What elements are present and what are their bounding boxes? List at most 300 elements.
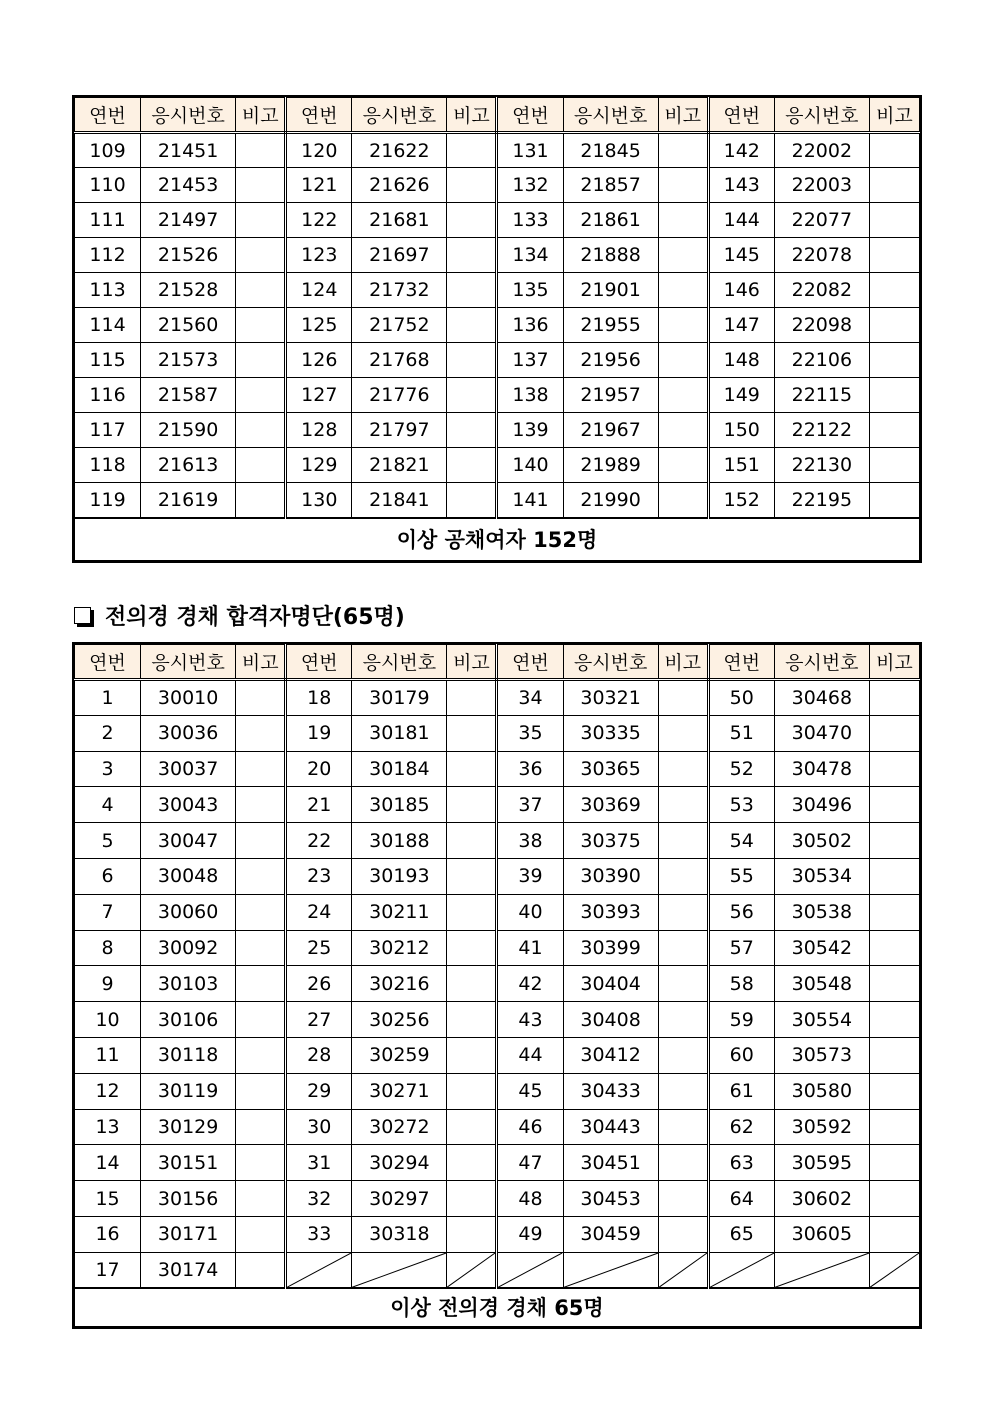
serial-number: 63 xyxy=(708,1145,774,1181)
table-row xyxy=(75,448,920,483)
remarks-cell xyxy=(869,1002,919,1038)
exam-number: 30106 xyxy=(141,1002,236,1038)
serial-number: 33 xyxy=(286,1216,352,1252)
exam-number: 30542 xyxy=(774,930,869,966)
remarks-cell xyxy=(658,1181,708,1217)
column-header: 응시번호 xyxy=(141,645,236,680)
remarks-cell xyxy=(447,715,497,751)
exam-number: 30212 xyxy=(352,930,447,966)
remarks-cell xyxy=(658,930,708,966)
exam-number: 30010 xyxy=(141,680,236,716)
remarks-cell xyxy=(658,273,708,308)
remarks-cell xyxy=(658,238,708,273)
serial-number: 3 xyxy=(75,751,141,787)
remarks-cell xyxy=(447,894,497,930)
exam-number: 30047 xyxy=(141,823,236,859)
exam-number: 22122 xyxy=(774,413,869,448)
column-header: 응시번호 xyxy=(141,98,236,133)
serial-number: 38 xyxy=(497,823,563,859)
exam-number: 21957 xyxy=(563,378,658,413)
serial-number: 24 xyxy=(286,894,352,930)
serial-number: 57 xyxy=(708,930,774,966)
exam-number: 22002 xyxy=(774,133,869,168)
table-row xyxy=(75,894,920,930)
exam-number: 21901 xyxy=(563,273,658,308)
table-row xyxy=(75,680,920,716)
remarks-cell xyxy=(869,1109,919,1145)
remarks-cell xyxy=(447,413,497,448)
serial-number: 4 xyxy=(75,787,141,823)
serial-number: 111 xyxy=(75,203,141,238)
serial-number: 135 xyxy=(497,273,563,308)
exam-number: 30118 xyxy=(141,1037,236,1073)
remarks-cell xyxy=(236,413,286,448)
serial-number: 149 xyxy=(708,378,774,413)
column-header: 연번 xyxy=(497,645,563,680)
exam-number: 30433 xyxy=(563,1073,658,1109)
exam-number: 30321 xyxy=(563,680,658,716)
serial-number: 37 xyxy=(497,787,563,823)
exam-number: 21697 xyxy=(352,238,447,273)
remarks-cell xyxy=(447,1073,497,1109)
remarks-cell xyxy=(869,1216,919,1252)
serial-number: 112 xyxy=(75,238,141,273)
exam-number: 30211 xyxy=(352,894,447,930)
exam-number: 21528 xyxy=(141,273,236,308)
exam-number: 30375 xyxy=(563,823,658,859)
remarks-cell xyxy=(236,930,286,966)
serial-number: 124 xyxy=(286,273,352,308)
serial-number: 19 xyxy=(286,715,352,751)
remarks-cell xyxy=(447,966,497,1002)
serial-number: 145 xyxy=(708,238,774,273)
serial-number: 64 xyxy=(708,1181,774,1217)
exam-number: 21797 xyxy=(352,413,447,448)
serial-number: 45 xyxy=(497,1073,563,1109)
remarks-cell xyxy=(236,1216,286,1252)
exam-number: 22130 xyxy=(774,448,869,483)
serial-number: 12 xyxy=(75,1073,141,1109)
exam-number: 30534 xyxy=(774,858,869,894)
serial-number: 53 xyxy=(708,787,774,823)
serial-number: 46 xyxy=(497,1109,563,1145)
remarks-cell xyxy=(236,378,286,413)
serial-number: 42 xyxy=(497,966,563,1002)
remarks-cell xyxy=(869,787,919,823)
remarks-cell xyxy=(869,715,919,751)
serial-number: 15 xyxy=(75,1181,141,1217)
remarks-cell xyxy=(869,858,919,894)
table-female-recruits xyxy=(72,95,922,563)
exam-number: 21861 xyxy=(563,203,658,238)
serial-number: 125 xyxy=(286,308,352,343)
remarks-cell xyxy=(658,308,708,343)
serial-number: 27 xyxy=(286,1002,352,1038)
remarks-cell xyxy=(869,343,919,378)
table-row xyxy=(75,168,920,203)
remarks-cell xyxy=(236,483,286,518)
serial-number: 123 xyxy=(286,238,352,273)
remarks-cell xyxy=(236,1109,286,1145)
exam-number: 21626 xyxy=(352,168,447,203)
remarks-cell xyxy=(869,448,919,483)
remarks-cell xyxy=(447,930,497,966)
remarks-cell xyxy=(869,273,919,308)
serial-number: 115 xyxy=(75,343,141,378)
serial-number: 40 xyxy=(497,894,563,930)
column-header: 비고 xyxy=(236,645,286,680)
exam-number: 21989 xyxy=(563,448,658,483)
exam-number: 30369 xyxy=(563,787,658,823)
remarks-cell xyxy=(658,1216,708,1252)
serial-number: 147 xyxy=(708,308,774,343)
serial-number: 60 xyxy=(708,1037,774,1073)
exam-number: 30256 xyxy=(352,1002,447,1038)
table-row xyxy=(75,483,920,518)
remarks-cell xyxy=(447,823,497,859)
table-riot-police-recruits xyxy=(72,642,922,1329)
exam-number: 22082 xyxy=(774,273,869,308)
serial-number: 109 xyxy=(75,133,141,168)
serial-number: 132 xyxy=(497,168,563,203)
remarks-cell xyxy=(869,966,919,1002)
serial-number: 110 xyxy=(75,168,141,203)
exam-number: 21622 xyxy=(352,133,447,168)
remarks-cell xyxy=(447,273,497,308)
exam-number: 30502 xyxy=(774,823,869,859)
exam-number: 30272 xyxy=(352,1109,447,1145)
empty-slashed-cell xyxy=(869,1252,919,1288)
exam-number: 30185 xyxy=(352,787,447,823)
remarks-cell xyxy=(447,133,497,168)
remarks-cell xyxy=(447,680,497,716)
exam-number: 30468 xyxy=(774,680,869,716)
serial-number: 16 xyxy=(75,1216,141,1252)
table-row xyxy=(75,1002,920,1038)
remarks-cell xyxy=(658,966,708,1002)
exam-number: 30595 xyxy=(774,1145,869,1181)
column-header: 응시번호 xyxy=(774,98,869,133)
serial-number: 30 xyxy=(286,1109,352,1145)
column-header: 비고 xyxy=(447,98,497,133)
remarks-cell xyxy=(658,787,708,823)
exam-number: 30408 xyxy=(563,1002,658,1038)
remarks-cell xyxy=(447,1216,497,1252)
serial-number: 121 xyxy=(286,168,352,203)
serial-number: 119 xyxy=(75,483,141,518)
table-row xyxy=(75,1181,920,1217)
serial-number: 28 xyxy=(286,1037,352,1073)
exam-number: 30412 xyxy=(563,1037,658,1073)
remarks-cell xyxy=(236,238,286,273)
serial-number: 62 xyxy=(708,1109,774,1145)
exam-number: 30151 xyxy=(141,1145,236,1181)
exam-number: 21821 xyxy=(352,448,447,483)
empty-slashed-cell xyxy=(774,1252,869,1288)
exam-number: 30184 xyxy=(352,751,447,787)
empty-slashed-cell xyxy=(708,1252,774,1288)
exam-number: 30193 xyxy=(352,858,447,894)
remarks-cell xyxy=(658,1037,708,1073)
serial-number: 32 xyxy=(286,1181,352,1217)
exam-number: 21453 xyxy=(141,168,236,203)
column-header: 연번 xyxy=(75,645,141,680)
serial-number: 138 xyxy=(497,378,563,413)
exam-number: 30271 xyxy=(352,1073,447,1109)
total-summary: 이상 전의경 경채 65명 xyxy=(75,1288,920,1326)
remarks-cell xyxy=(869,168,919,203)
column-header: 비고 xyxy=(658,645,708,680)
serial-number: 50 xyxy=(708,680,774,716)
serial-number: 151 xyxy=(708,448,774,483)
remarks-cell xyxy=(869,1037,919,1073)
exam-number: 21573 xyxy=(141,343,236,378)
exam-number: 21845 xyxy=(563,133,658,168)
serial-number: 150 xyxy=(708,413,774,448)
serial-number: 22 xyxy=(286,823,352,859)
remarks-cell xyxy=(236,787,286,823)
remarks-cell xyxy=(447,858,497,894)
exam-number: 22077 xyxy=(774,203,869,238)
exam-number: 30390 xyxy=(563,858,658,894)
serial-number: 114 xyxy=(75,308,141,343)
serial-number: 136 xyxy=(497,308,563,343)
column-header: 비고 xyxy=(869,645,919,680)
checkbox-square-icon xyxy=(74,607,91,624)
exam-number: 21768 xyxy=(352,343,447,378)
serial-number: 18 xyxy=(286,680,352,716)
serial-number: 14 xyxy=(75,1145,141,1181)
remarks-cell xyxy=(869,203,919,238)
remarks-cell xyxy=(236,1002,286,1038)
serial-number: 56 xyxy=(708,894,774,930)
remarks-cell xyxy=(658,413,708,448)
serial-number: 130 xyxy=(286,483,352,518)
remarks-cell xyxy=(447,751,497,787)
total-summary: 이상 공채여자 152명 xyxy=(75,518,920,561)
remarks-cell xyxy=(236,168,286,203)
serial-number: 148 xyxy=(708,343,774,378)
serial-number: 144 xyxy=(708,203,774,238)
exam-number: 30318 xyxy=(352,1216,447,1252)
remarks-cell xyxy=(236,203,286,238)
exam-number: 30443 xyxy=(563,1109,658,1145)
remarks-cell xyxy=(236,715,286,751)
exam-number: 22106 xyxy=(774,343,869,378)
exam-number: 21841 xyxy=(352,483,447,518)
serial-number: 48 xyxy=(497,1181,563,1217)
remarks-cell xyxy=(447,378,497,413)
exam-number: 30365 xyxy=(563,751,658,787)
exam-number: 30037 xyxy=(141,751,236,787)
serial-number: 61 xyxy=(708,1073,774,1109)
table-row xyxy=(75,308,920,343)
serial-number: 39 xyxy=(497,858,563,894)
remarks-cell xyxy=(658,448,708,483)
exam-number: 30048 xyxy=(141,858,236,894)
remarks-cell xyxy=(869,133,919,168)
remarks-cell xyxy=(236,751,286,787)
column-header: 비고 xyxy=(869,98,919,133)
remarks-cell xyxy=(869,1181,919,1217)
exam-number: 21990 xyxy=(563,483,658,518)
exam-number: 30602 xyxy=(774,1181,869,1217)
remarks-cell xyxy=(869,308,919,343)
exam-number: 30451 xyxy=(563,1145,658,1181)
remarks-cell xyxy=(658,751,708,787)
serial-number: 44 xyxy=(497,1037,563,1073)
serial-number: 51 xyxy=(708,715,774,751)
exam-number: 30548 xyxy=(774,966,869,1002)
table-row xyxy=(75,715,920,751)
serial-number: 2 xyxy=(75,715,141,751)
exam-number: 30554 xyxy=(774,1002,869,1038)
column-header: 연번 xyxy=(75,98,141,133)
column-header: 연번 xyxy=(497,98,563,133)
exam-number: 21619 xyxy=(141,483,236,518)
serial-number: 47 xyxy=(497,1145,563,1181)
remarks-cell xyxy=(447,343,497,378)
remarks-cell xyxy=(658,680,708,716)
remarks-cell xyxy=(869,238,919,273)
remarks-cell xyxy=(447,1181,497,1217)
table-row xyxy=(75,1252,920,1288)
serial-number: 1 xyxy=(75,680,141,716)
table-row xyxy=(75,1216,920,1252)
remarks-cell xyxy=(447,1109,497,1145)
column-header: 응시번호 xyxy=(563,645,658,680)
remarks-cell xyxy=(869,413,919,448)
serial-number: 6 xyxy=(75,858,141,894)
exam-number: 21451 xyxy=(141,133,236,168)
serial-number: 116 xyxy=(75,378,141,413)
serial-number: 59 xyxy=(708,1002,774,1038)
remarks-cell xyxy=(658,858,708,894)
serial-number: 29 xyxy=(286,1073,352,1109)
serial-number: 9 xyxy=(75,966,141,1002)
column-header: 비고 xyxy=(447,645,497,680)
serial-number: 117 xyxy=(75,413,141,448)
serial-number: 152 xyxy=(708,483,774,518)
remarks-cell xyxy=(236,1073,286,1109)
exam-number: 30043 xyxy=(141,787,236,823)
exam-number: 21681 xyxy=(352,203,447,238)
exam-number: 30496 xyxy=(774,787,869,823)
remarks-cell xyxy=(447,1145,497,1181)
exam-number: 22078 xyxy=(774,238,869,273)
remarks-cell xyxy=(658,343,708,378)
exam-number: 30179 xyxy=(352,680,447,716)
table-row xyxy=(75,787,920,823)
remarks-cell xyxy=(236,894,286,930)
column-header: 응시번호 xyxy=(352,645,447,680)
remarks-cell xyxy=(236,1037,286,1073)
remarks-cell xyxy=(236,273,286,308)
exam-number: 30470 xyxy=(774,715,869,751)
serial-number: 49 xyxy=(497,1216,563,1252)
serial-number: 35 xyxy=(497,715,563,751)
serial-number: 25 xyxy=(286,930,352,966)
serial-number: 5 xyxy=(75,823,141,859)
serial-number: 134 xyxy=(497,238,563,273)
remarks-cell xyxy=(869,751,919,787)
serial-number: 10 xyxy=(75,1002,141,1038)
serial-number: 21 xyxy=(286,787,352,823)
exam-number: 30393 xyxy=(563,894,658,930)
serial-number: 120 xyxy=(286,133,352,168)
remarks-cell xyxy=(658,894,708,930)
table-row xyxy=(75,413,920,448)
remarks-cell xyxy=(236,966,286,1002)
exam-number: 21590 xyxy=(141,413,236,448)
remarks-cell xyxy=(869,378,919,413)
exam-number: 30335 xyxy=(563,715,658,751)
column-header: 응시번호 xyxy=(563,98,658,133)
exam-number: 30478 xyxy=(774,751,869,787)
empty-slashed-cell xyxy=(658,1252,708,1288)
serial-number: 137 xyxy=(497,343,563,378)
table-row xyxy=(75,1145,920,1181)
serial-number: 26 xyxy=(286,966,352,1002)
exam-number: 21956 xyxy=(563,343,658,378)
serial-number: 146 xyxy=(708,273,774,308)
column-header: 비고 xyxy=(236,98,286,133)
remarks-cell xyxy=(447,308,497,343)
serial-number: 127 xyxy=(286,378,352,413)
table-row xyxy=(75,1073,920,1109)
empty-slashed-cell xyxy=(286,1252,352,1288)
exam-number: 30171 xyxy=(141,1216,236,1252)
exam-number: 30573 xyxy=(774,1037,869,1073)
exam-number: 21497 xyxy=(141,203,236,238)
exam-number: 21587 xyxy=(141,378,236,413)
table-row xyxy=(75,858,920,894)
empty-slashed-cell xyxy=(497,1252,563,1288)
serial-number: 55 xyxy=(708,858,774,894)
serial-number: 129 xyxy=(286,448,352,483)
exam-number: 21526 xyxy=(141,238,236,273)
serial-number: 141 xyxy=(497,483,563,518)
column-header: 응시번호 xyxy=(352,98,447,133)
exam-number: 30297 xyxy=(352,1181,447,1217)
remarks-cell xyxy=(658,203,708,238)
remarks-cell xyxy=(447,1037,497,1073)
remarks-cell xyxy=(236,343,286,378)
column-header: 연번 xyxy=(286,98,352,133)
serial-number: 65 xyxy=(708,1216,774,1252)
remarks-cell xyxy=(658,1002,708,1038)
serial-number: 143 xyxy=(708,168,774,203)
remarks-cell xyxy=(869,823,919,859)
column-header: 연번 xyxy=(286,645,352,680)
remarks-cell xyxy=(658,133,708,168)
exam-number: 21955 xyxy=(563,308,658,343)
exam-number: 30103 xyxy=(141,966,236,1002)
exam-number: 30592 xyxy=(774,1109,869,1145)
table-row xyxy=(75,378,920,413)
serial-number: 52 xyxy=(708,751,774,787)
remarks-cell xyxy=(447,787,497,823)
exam-number: 30605 xyxy=(774,1216,869,1252)
exam-number: 30580 xyxy=(774,1073,869,1109)
exam-number: 22115 xyxy=(774,378,869,413)
column-header: 연번 xyxy=(708,645,774,680)
remarks-cell xyxy=(447,483,497,518)
table-row xyxy=(75,751,920,787)
serial-number: 58 xyxy=(708,966,774,1002)
remarks-cell xyxy=(869,894,919,930)
remarks-cell xyxy=(658,1109,708,1145)
